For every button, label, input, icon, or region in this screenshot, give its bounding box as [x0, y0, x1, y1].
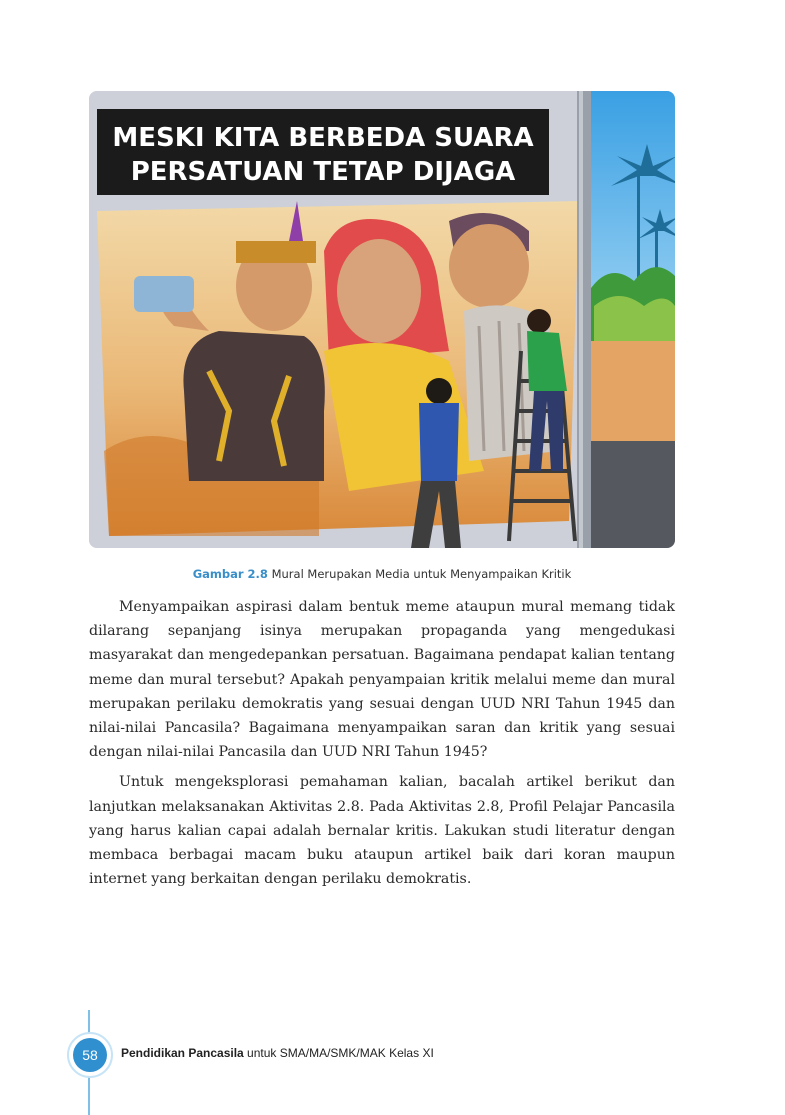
mural-image [89, 91, 675, 548]
paragraph: Untuk mengeksplorasi pemahaman kalian, bacalah artikel berikut dan lanjutkan melaksanakan Aktivitas 2.8. Pada Aktivitas 2.8, Profil Pelajar Pancasila yang harus kalian capai adalah bernalar kritis. Lakukan studi literatur dengan membaca berbagai macam buku ataupun artikel baik dari koran maupun internet yang berkaitan dengan perilaku demokratis. [89, 774, 675, 888]
running-footer [121, 1046, 434, 1060]
figure-label: Gambar 2.8 [192, 567, 268, 581]
book-subtitle: untuk SMA/MA/SMK/MAK Kelas XI [243, 1046, 434, 1060]
phone-icon [134, 276, 194, 312]
figure-caption-text: Mural Merupakan Media untuk Menyampaikan Kritik [271, 567, 572, 581]
body-text [89, 595, 675, 897]
book-title: Pendidikan Pancasila [121, 1046, 244, 1060]
banner-line-2: PERSATUAN TETAP DIJAGA [130, 157, 516, 187]
banner-line-1: MESKI KITA BERBEDA SUARA [112, 123, 534, 153]
figure-caption [89, 567, 675, 581]
page-number-badge [67, 1032, 113, 1078]
paragraph: Menyampaikan aspirasi dalam bentuk meme ataupun mural memang tidak dilarang sepanjang isinya merupakan propaganda yang mengedukasi masyarakat dan mengedepankan persatuan. Bagaimana pendapat kalian tentang meme dan mural tersebut? Apakah penyampaian kritik melalui meme dan mural merupakan perilaku demokratis yang sesuai dengan UUD NRI Tahun 1945 dan nilai-nilai Pancasila? Bagaimana menyampaikan saran dan kritik yang sesuai dengan nilai-nilai Pancasila dan UUD NRI Tahun 1945? [89, 599, 675, 761]
mural-illustration [89, 91, 675, 548]
page-number: 58 [82, 1047, 98, 1063]
